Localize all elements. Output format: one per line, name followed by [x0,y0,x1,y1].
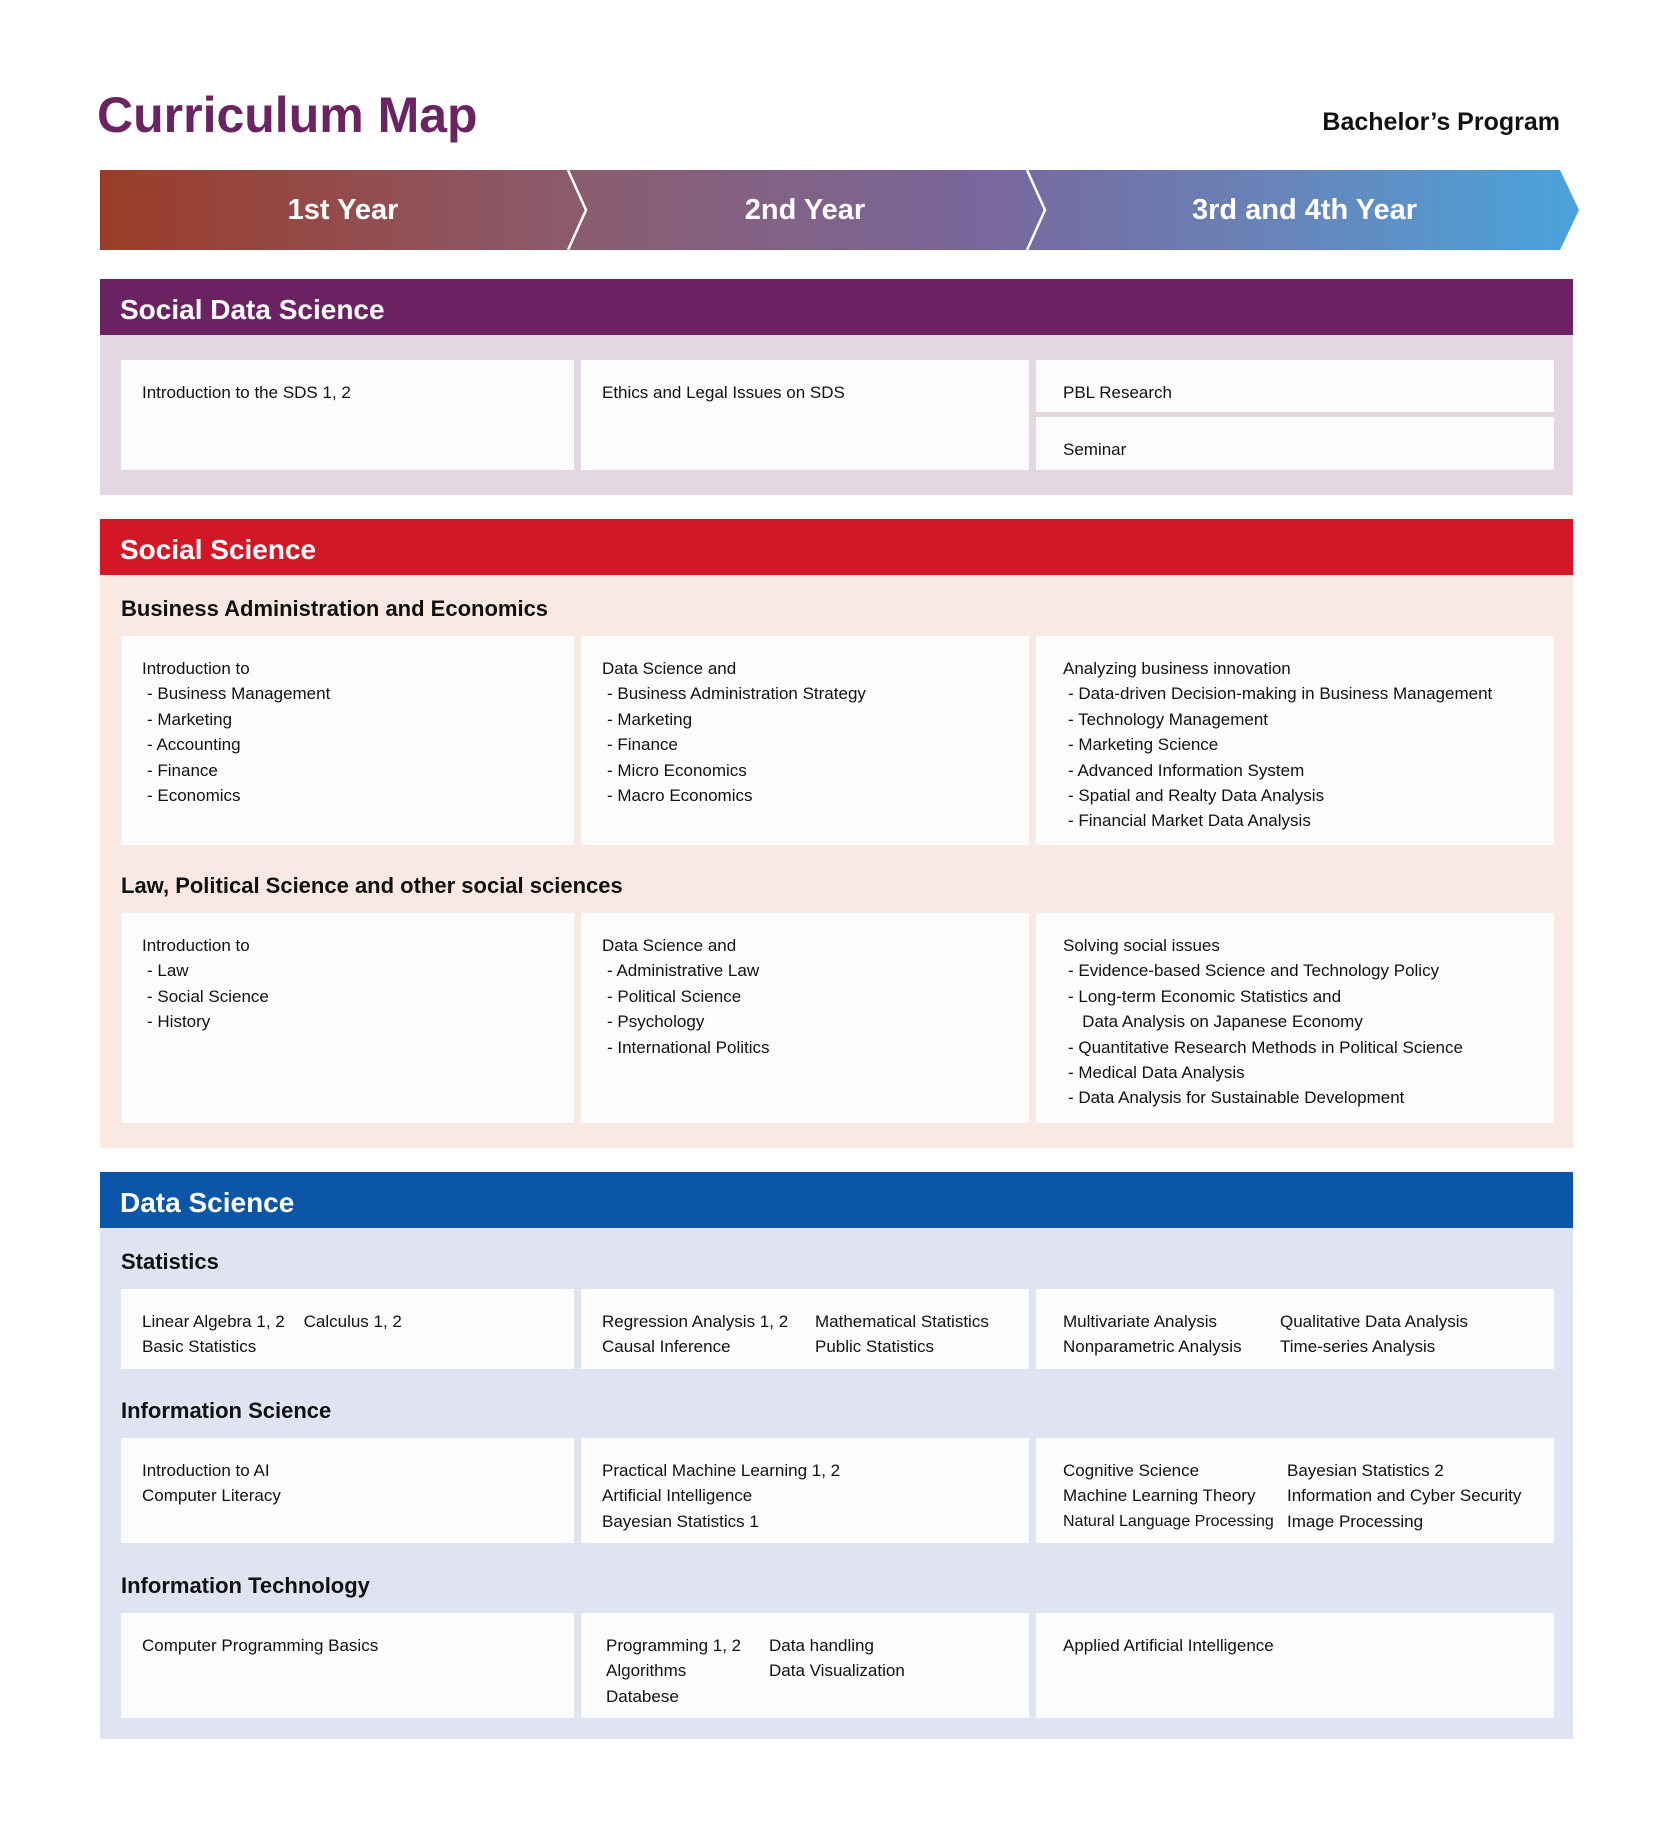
section-header-data: Data Science [100,1172,1573,1228]
course-item: Data Visualization [769,1661,905,1681]
course-item: - Data Analysis for Sustainable Development [1068,1088,1405,1108]
course-list [1063,681,1534,833]
course-item: Bayesian Statistics 1 [602,1511,759,1531]
course-item: Practical Machine Learning 1, 2 [602,1461,841,1480]
course-item: - Technology Management [1068,709,1269,729]
course-list [142,958,554,1034]
course-item: - Administrative Law [607,961,760,981]
tech-year1-cell [121,1613,574,1718]
course-item: - History [147,1012,211,1032]
course-column [1280,1309,1468,1369]
course-item: - Financial Market Data Analysis [1068,811,1311,831]
course-item: Databese [606,1686,679,1706]
course-item: Natural Language Processing [1063,1512,1274,1530]
subsection-title-bae: Business Administration and Economics [121,596,549,621]
info-year3-cell [1036,1438,1554,1543]
course-item: - Business Management [147,684,331,704]
course-column [602,1309,815,1369]
section-header-social: Social Science [100,519,1573,575]
course-item: - Medical Data Analysis [1068,1063,1245,1083]
course-list [142,681,554,808]
course-item: Artificial Intelligence [602,1486,753,1506]
cell-heading: Introduction to [142,659,250,678]
bae-year3-cell [1036,636,1554,845]
section-body-data [100,1228,1573,1739]
course-item: Nonparametric Analysis [1063,1337,1242,1357]
stats-year3-cell [1036,1289,1554,1369]
course-item: - Economics [147,786,241,806]
course-column [1063,1458,1287,1543]
course-column [769,1633,905,1718]
course-item: - Quantitative Research Methods in Political Science [1068,1037,1463,1057]
law-year1-cell [121,913,574,1123]
course-item: Programming 1, 2 [606,1636,742,1655]
course-item: - Law [147,961,189,981]
course-item: Ethics and Legal Issues on SDS [602,383,845,402]
course-item: Seminar [1063,440,1127,459]
course-column [815,1309,989,1369]
bae-year1-cell [121,636,574,845]
law-year3-cell [1036,913,1554,1123]
subsection-title-info-science: Information Science [121,1398,332,1423]
course-column [1063,1309,1280,1369]
course-item: Data Analysis on Japanese Economy [1068,1012,1363,1032]
page-title: Curriculum Map [97,87,478,143]
course-item: PBL Research [1063,383,1172,402]
year-timeline [100,170,1579,250]
course-item: - Social Science [147,986,269,1006]
stats-year2-cell [581,1289,1029,1369]
course-list [602,681,1009,808]
course-item: Qualitative Data Analysis [1280,1312,1469,1331]
course-item: Introduction to AI [142,1461,270,1480]
course-item: Cognitive Science [1063,1461,1200,1480]
cell-heading: Data Science and [602,659,737,678]
stats-year1-cell [121,1289,574,1369]
course-item: Time-series Analysis [1280,1337,1436,1357]
course-item: Public Statistics [815,1337,935,1357]
course-item: - Evidence-based Science and Technology Policy [1068,961,1440,981]
course-column [1287,1458,1521,1543]
course-item: - Finance [147,760,218,780]
subsection-title-statistics: Statistics [121,1249,219,1274]
course-item: - Micro Economics [607,760,747,780]
course-list [602,958,1009,1060]
course-item: - Spatial and Realty Data Analysis [1068,786,1325,806]
section-data-science [100,1172,1573,1739]
course-item: - Business Administration Strategy [607,684,866,704]
course-item: - Finance [607,735,678,755]
cell-heading: Introduction to [142,936,250,955]
program-label: Bachelor’s Program [1322,108,1560,136]
section-body-sds [100,335,1573,495]
course-item: Applied Artificial Intelligence [1063,1636,1274,1655]
course-item: - Marketing [147,709,233,729]
course-item: - Advanced Information System [1068,760,1305,780]
tech-year3-cell [1036,1613,1554,1718]
course-item: - Data-driven Decision-making in Business Management [1068,684,1493,704]
subsection-title-info-tech: Information Technology [121,1573,370,1598]
section-header-sds: Social Data Science [100,279,1573,335]
sds-year3-pbl-cell [1036,360,1554,412]
year-3-4-label: 3rd and 4th Year [1191,194,1418,226]
tech-year2-cell [581,1613,1029,1718]
course-item: Machine Learning Theory [1063,1486,1256,1506]
course-item: - International Politics [607,1037,770,1057]
course-item: - Marketing Science [1068,735,1219,755]
course-item: Bayesian Statistics 2 [1287,1461,1444,1480]
sds-year2-cell [581,360,1029,470]
course-item: - Marketing [607,709,693,729]
course-item: Computer Literacy [142,1486,281,1506]
bae-year2-cell [581,636,1029,845]
course-item: Causal Inference [602,1337,731,1357]
course-item: - Psychology [607,1012,705,1032]
course-item: Linear Algebra 1, 2 Calculus 1, 2 [142,1312,402,1331]
course-item: - Accounting [147,735,241,755]
sds-year1-cell [121,360,574,470]
course-item: Image Processing [1287,1511,1424,1531]
section-social-data-science [100,279,1573,495]
year-2-label: 2nd Year [744,194,866,226]
course-item: Basic Statistics [142,1337,257,1357]
course-item: - Macro Economics [607,786,753,806]
info-year2-cell [581,1438,1029,1543]
course-item: Multivariate Analysis [1063,1312,1218,1331]
cell-heading: Data Science and [602,936,737,955]
course-item: Regression Analysis 1, 2 [602,1312,789,1331]
course-item: Information and Cyber Security [1287,1486,1522,1506]
course-item: - Long-term Economic Statistics and [1068,986,1342,1006]
course-item: Algorithms [606,1661,687,1681]
course-list [1063,958,1534,1110]
course-item: Introduction to the SDS 1, 2 [142,383,351,402]
course-item: Computer Programming Basics [142,1636,379,1655]
law-year2-cell [581,913,1029,1123]
info-year1-cell [121,1438,574,1543]
cell-heading: Analyzing business innovation [1063,659,1291,678]
sds-year3-seminar-cell [1036,417,1554,470]
course-item: - Political Science [607,986,742,1006]
course-item: Mathematical Statistics [815,1312,989,1331]
cell-heading: Solving social issues [1063,936,1220,955]
year-1-label: 1st Year [287,194,399,226]
course-column [606,1633,769,1718]
subsection-title-law: Law, Political Science and other social sciences [121,873,623,898]
course-item: Data handling [769,1636,874,1655]
section-body-social [100,575,1573,1148]
section-social-science [100,519,1573,1148]
